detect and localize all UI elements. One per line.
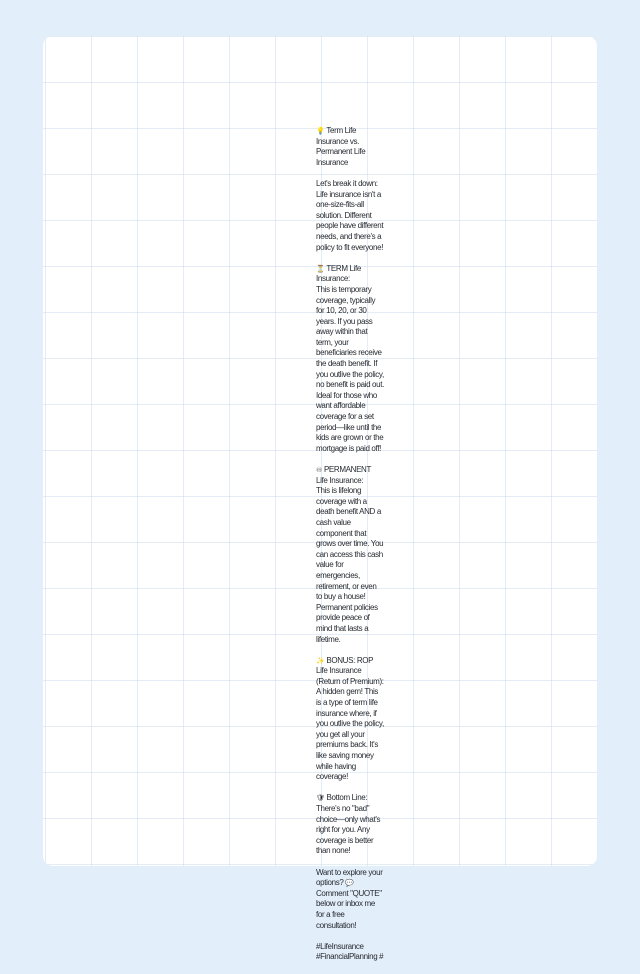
term-section: [316, 264, 384, 455]
speech-bubble-icon: 💬: [345, 879, 354, 888]
permanent-body: This is lifelong coverage with a death benefit AND a cash value component that grows over time. You can access this cash value for emergencies, retirement, or even to buy a house! Permanent policies provide peace of mind that lasts a lifetime.: [316, 486, 386, 644]
hashtags: #LifeInsurance #FinancialPlanning #: [316, 941, 384, 962]
cta-text-after: Comment "QUOTE" below or inbox me for a free consultation!: [316, 888, 384, 930]
term-body: This is temporary coverage, typically for 10, 20, or 30 years. If you pass away within that term, your beneficiaries receive the death benefit. If you outlive the policy, no benefit is paid out. Ideal for those who want affordable coverage for a set period—like until the kids are grown or the mortgage is paid off!: [316, 284, 386, 453]
post-title: [316, 126, 384, 168]
hourglass-icon: ⏳: [316, 264, 325, 273]
term-heading-text: TERM Life Insurance:: [316, 263, 363, 284]
permanent-heading: [316, 465, 384, 486]
post-card: [43, 36, 597, 962]
post-intro: Let's break it down: Life insurance isn't a one-size-fits-all solution. Different people have different needs, and there's a policy to fit everyone!: [316, 178, 386, 252]
bottom-line: [316, 793, 384, 857]
bonus-section: [316, 656, 384, 783]
bottom-line-text: Bottom Line: There's no "bad" choice—only what's right for you. Any coverage is better than none!: [316, 793, 383, 856]
bonus-body: A hidden gem! This is a type of term life insurance where, if you outlive the policy, you get all your premiums back. It's like saving money while having coverage!: [316, 687, 386, 782]
bonus-heading: [316, 656, 384, 688]
sparkles-icon: ✨: [316, 656, 325, 665]
post-title-text: Term Life Insurance vs. Permanent Life Insurance: [316, 126, 368, 167]
lightbulb-icon: 💡: [316, 127, 325, 135]
permanent-section: [316, 465, 384, 645]
permanent-heading-text: PERMANENT Life Insurance:: [316, 465, 373, 485]
call-to-action: [316, 868, 384, 932]
shield-icon: 🛡: [316, 794, 325, 803]
post-text: [316, 126, 384, 974]
term-heading: [316, 264, 384, 285]
infinity-icon: ♾: [316, 466, 322, 474]
cta-text-before: Want to explore your options?: [316, 867, 385, 888]
bonus-heading-text: BONUS: ROP Life Insurance (Return of Premium):: [316, 655, 384, 686]
